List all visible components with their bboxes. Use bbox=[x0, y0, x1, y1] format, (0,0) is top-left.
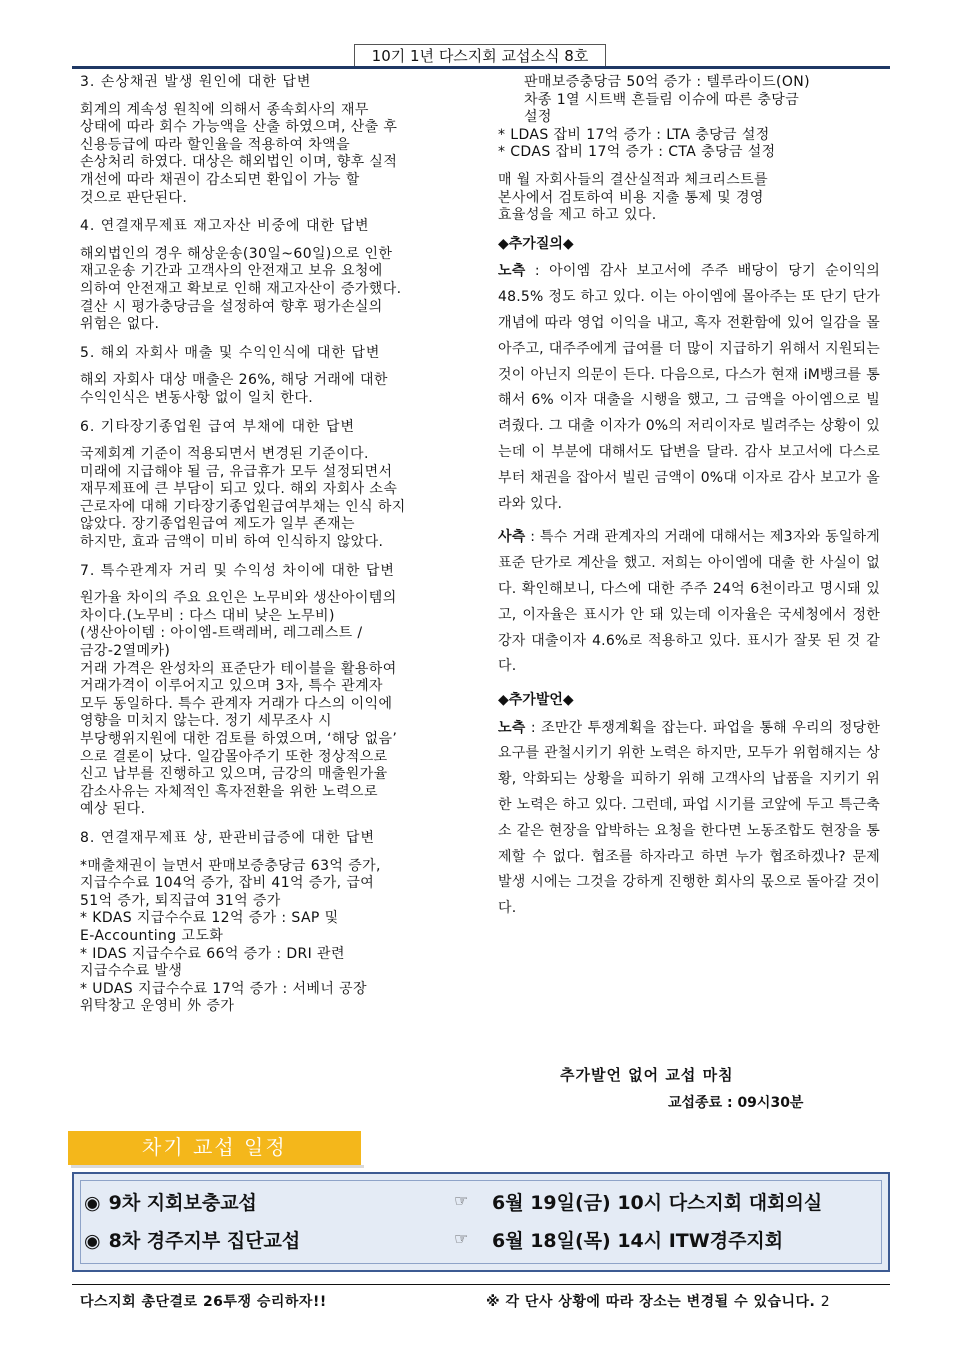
schedule-box bbox=[72, 1172, 890, 1272]
additional-question-heading: ◆추가질의◆ bbox=[498, 235, 574, 252]
section-7 bbox=[80, 563, 460, 819]
union-statement bbox=[498, 716, 880, 922]
footer-divider bbox=[72, 1284, 890, 1285]
section-6 bbox=[80, 419, 460, 552]
footer-note-wrap bbox=[486, 1291, 830, 1311]
bullet-icon: ◉ bbox=[84, 1192, 101, 1214]
list-item: * IDAS 지급수수료 66억 증가 : DRI 관련 지급수수료 발생 bbox=[80, 945, 345, 980]
speaker-label: 사측 bbox=[498, 529, 526, 546]
left-column bbox=[80, 74, 460, 1016]
right-column bbox=[498, 74, 880, 930]
speaker-label: 노측 bbox=[498, 719, 526, 736]
footer-slogan: 다스지회 총단결로 26투쟁 승리하자!! bbox=[80, 1294, 327, 1310]
statement-text: : 특수 거래 관계자의 거래에 대해서는 제3자와 동일하게 표준 단가로 계산을 했고. 저희는 아이엠에 대출 한 사실이 없다. 확인해보니, 다스에 대한 주주 24억 6천이라고 명시돼 있고, 이자율은 표시가 안 돼 있는데 이자율은 국세청에서 정한 강자 대출이자 4.6%로 적용하고 있다. 표시가 잘못 된 것 같다. bbox=[498, 529, 880, 675]
schedule-when: 6월 19일(금) 10시 다스지회 대회의실 bbox=[492, 1192, 823, 1214]
pointing-hand-icon: ☞ bbox=[454, 1229, 469, 1248]
section-body: 원가율 차이의 주요 요인은 노무비와 생산아이템의 차이다.(노무비 : 다스 대비 낮은 노무비) (생산아이템 : 아이엠-트랙레버, 레그레스트 / 금강-2열메카) 거래 가격은 완성차의 표준단가 테이블을 활용하여 거래가격이 이루어지고 있으며 3자, 특수 관계자 모두 동일하다. 특수 관계자 거래가 다스의 이익에 영향을 미치지 않는다. 정기 세무조사 시 부당행위지원에 대한 검토를 하였으며, ‘해당 없음’ 으로 결론이 났다. 일감몰아주기 또한 정상적으로 신고 납부를 진행하고 있으며, 금강의 매출원가율 감소사유는 자체적인 흑자전환을 위한 노력으로 예상 된다. bbox=[80, 590, 398, 818]
section-heading: 3. 손상채권 발생 원인에 대한 답변 bbox=[80, 74, 312, 90]
additional-statement-heading: ◆추가발언◆ bbox=[498, 692, 574, 709]
section-body: *매출채권이 늘면서 판매보증충당금 63억 증가, 지급수수료 104억 증가, 잡비 41억 증가, 급여 51억 증가, 퇴직급여 31억 증가 bbox=[80, 857, 381, 909]
schedule-title: 차기 교섭 일정 bbox=[68, 1131, 361, 1165]
pointing-hand-icon: ☞ bbox=[454, 1191, 469, 1210]
list-item: * KDAS 지급수수료 12억 증가 : SAP 및 E-Accounting 고도화 bbox=[80, 910, 339, 944]
schedule-row bbox=[84, 1188, 823, 1215]
newsletter-title: 10기 1년 다스지회 교섭소식 8호 bbox=[354, 44, 606, 67]
company-answer bbox=[498, 525, 880, 680]
section-4 bbox=[80, 218, 460, 334]
section-heading: 6. 기타장기종업원 급여 부채에 대한 답변 bbox=[80, 418, 355, 435]
section-3 bbox=[80, 74, 460, 207]
union-question bbox=[498, 259, 880, 517]
section-heading: 7. 특수관계자 거리 및 수익성 차이에 대한 답변 bbox=[80, 562, 395, 579]
schedule-event: 9차 지회보충교섭 bbox=[108, 1192, 257, 1214]
list-item: * LDAS 잡비 17억 증가 : LTA 충당금 설정 bbox=[498, 126, 770, 143]
continued-text: 판매보증충당금 50억 증가 : 텔루라이드(ON) 차종 1열 시트백 흔들림 이슈에 따른 충당금 설정 bbox=[524, 74, 811, 126]
schedule-event: 8차 경주지부 집단교섭 bbox=[108, 1230, 301, 1252]
section-heading: 8. 연결재무제표 상, 판관비급증에 대한 답변 bbox=[80, 829, 375, 846]
speaker-label: 노측 bbox=[498, 263, 526, 280]
list-item: * CDAS 잡비 17억 증가 : CTA 충당금 설정 bbox=[498, 144, 776, 161]
header-divider bbox=[72, 66, 890, 69]
list-item: * UDAS 지급수수료 17억 증가 : 서베너 공장 위탁창고 운영비 外 증가 bbox=[80, 980, 367, 1015]
section-8 bbox=[80, 830, 460, 1016]
section-body: 해외 자회사 대상 매출은 26%, 해당 거래에 대한 수익인식은 변동사항 없이 일치 한다. bbox=[80, 372, 388, 406]
statement-text: : 조만간 투쟁계획을 잡는다. 파업을 통해 우리의 정당한 요구를 관철시키기 위한 노력은 하지만, 모두가 위험해지는 상황, 악화되는 상황을 피하기 위해 고객사의 납품을 지키기 위한 노력은 하고 있다. 그런데, 파업 시기를 코앞에 두고 특근축소 같은 현장을 압박하는 요청을 한다면 노동조합도 현장을 통제할 수 없다. 협조를 하자라고 하면 누가 협조하겠나? 문제 발생 시에는 그것을 강하게 진행한 회사의 몫으로 돌아갈 것이다. bbox=[498, 719, 880, 917]
section-heading: 4. 연결재무제표 재고자산 비중에 대한 답변 bbox=[80, 218, 370, 235]
section-heading: 5. 해외 자회사 매출 및 수익인식에 대한 답변 bbox=[80, 344, 381, 361]
section-body: 국제회계 기준이 적용되면서 변경된 기준이다. 미래에 지급해야 될 금, 유급휴가 모두 설정되면서 재무제표에 큰 부담이 되고 있다. 해외 자회사 소속 근로자에 대해 기타장기종업원급여부채는 인식 하지 않았다. 장기종업원급여 제도가 일부 존재는 하지만, 효과 금액이 미비 하여 인식하지 않았다. bbox=[80, 446, 406, 551]
end-time: 교섭종료 : 09시30분 bbox=[668, 1095, 804, 1111]
statement-text: : 아이엠 감사 보고서에 주주 배당이 당기 순이익의 48.5% 정도 하고 있다. 이는 아이엠에 몰아주는 또 단기 단가 개념에 따라 영업 이익을 내고, 흑자 전환함에 있어 일감을 몰아주고, 대주주에게 급여를 더 많이 지급하기 위해서 지원되는 것이 아닌지 의문이 든다. 다음으로, 다스가 현재 iM뱅크를 통해서 6% 이자 대출을 시행을 했고, 그 금액을 아이엠으로 빌려줬다. 그 대출 이자가 0%의 저리이자로 빌려주는 상황이 있는데 이 부분에 대해서도 답변을 달라. 감사 보고서에 다스로부터 채권을 잡아서 빌린 금액이 0%대 이자로 감사 보고가 올라와 있다. bbox=[498, 263, 880, 512]
page-number: 2 bbox=[820, 1294, 831, 1310]
section-5 bbox=[80, 345, 460, 408]
summary-text: 매 월 자회사들의 결산실적과 체크리스트를 본사에서 검토하여 비용 지출 통제 및 경영 효율성을 제고 하고 있다. bbox=[498, 171, 769, 224]
schedule-row bbox=[84, 1226, 784, 1253]
bullet-icon: ◉ bbox=[84, 1230, 101, 1252]
section-body: 회계의 계속성 원칙에 의해서 종속회사의 재무 상태에 따라 회수 가능액을 산출 하였으며, 산출 후 신용등급에 따라 할인율을 적용하여 차액을 손상처리 하였다. 대상은 해외법인 이며, 향후 실적 개선에 따라 채권이 감소되면 환입이 가능 할 것으로 판단된다. bbox=[80, 101, 398, 206]
schedule-when: 6월 18일(목) 14시 ITW경주지회 bbox=[492, 1230, 784, 1252]
footer-note: ※ 각 단사 상황에 따라 장소는 변경될 수 있습니다. bbox=[486, 1294, 816, 1310]
schedule-tab-shadow bbox=[71, 1165, 364, 1168]
section-body: 해외법인의 경우 해상운송(30일~60일)으로 인한 재고운송 기간과 고객사의 안전재고 보유 요청에 의하여 안전재고 확보로 인해 재고자산이 증가했다. 결산 시 평가충당금을 설정하여 향후 평가손실의 위험은 없다. bbox=[80, 245, 402, 333]
closing-line: 추가발언 없어 교섭 마침 bbox=[560, 1066, 734, 1084]
